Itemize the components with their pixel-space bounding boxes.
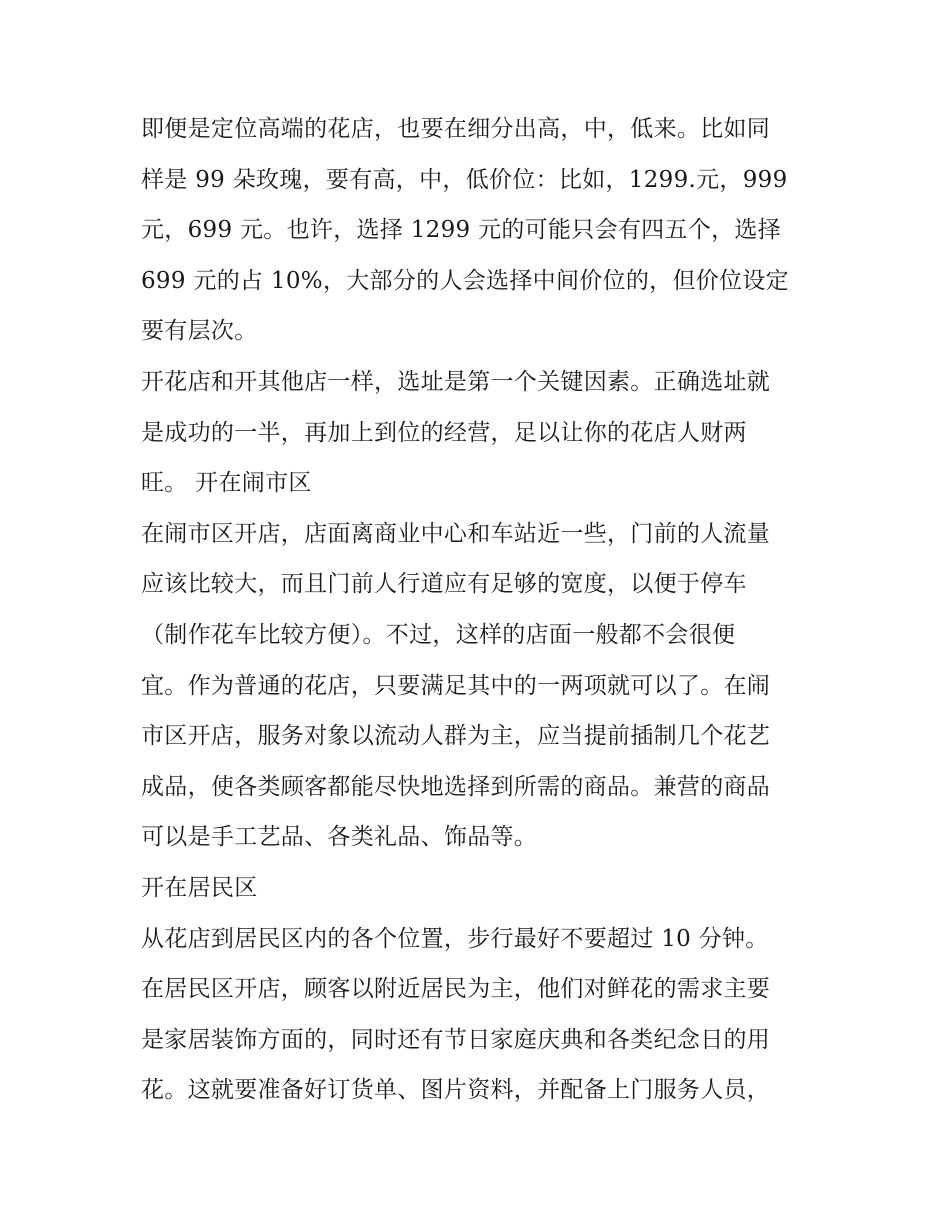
text-line: 在闹市区开店，店面离商业中心和车站近一些，门前的人流量 bbox=[141, 520, 771, 547]
text-line: 即便是定位高端的花店，也要在细分出高，中，低来。比如同 bbox=[141, 116, 771, 142]
text-line: 要有层次。 bbox=[141, 318, 258, 345]
text-line: 699 元的占 10%，大部分的人会选择中间价位的，但价位设定 bbox=[141, 267, 789, 294]
text-line: 是成功的一半，再加上到位的经营，足以让你的花店人财两 bbox=[141, 419, 747, 446]
text-line: 从花店到居民区内的各个位置，步行最好不要超过 10 分钟。 bbox=[141, 925, 769, 952]
text-line: 样是 99 朵玫瑰，要有高，中，低价位：比如，1299.元，999 bbox=[141, 166, 788, 193]
text-line: 成品，使各类顾客都能尽快地选择到所需的商品。兼营的商品 bbox=[141, 773, 771, 800]
text-line: 宜。作为普通的花店，只要满足其中的一两项就可以了。在闹 bbox=[141, 672, 771, 699]
text-line: 可以是手工艺品、各类礼品、饰品等。 bbox=[141, 824, 538, 851]
text-line: （制作花车比较方便）。不过，这样的店面一般都不会很便 bbox=[141, 621, 736, 648]
text-line: 市区开店，服务对象以流动人群为主，应当提前插制几个花艺 bbox=[141, 723, 771, 750]
text-line: 元，699 元。也许，选择 1299 元的可能只会有四五个，选择 bbox=[141, 217, 781, 244]
text-line: 开在居民区 bbox=[141, 874, 258, 901]
text-line: 开花店和开其他店一样，选址是第一个关键因素。正确选址就 bbox=[141, 368, 771, 395]
text-line: 是家居装饰方面的，同时还有节日家庭庆典和各类纪念日的用 bbox=[141, 1026, 771, 1053]
text-line: 应该比较大，而且门前人行道应有足够的宽度，以便于停车 bbox=[141, 571, 747, 598]
text-line: 在居民区开店，顾客以附近居民为主，他们对鲜花的需求主要 bbox=[141, 976, 771, 1003]
text-line: 花。这就要准备好订货单、图片资料，并配备上门服务人员， bbox=[141, 1077, 771, 1104]
text-line: 旺。 开在闹市区 bbox=[141, 470, 312, 497]
body-text bbox=[141, 104, 821, 1116]
